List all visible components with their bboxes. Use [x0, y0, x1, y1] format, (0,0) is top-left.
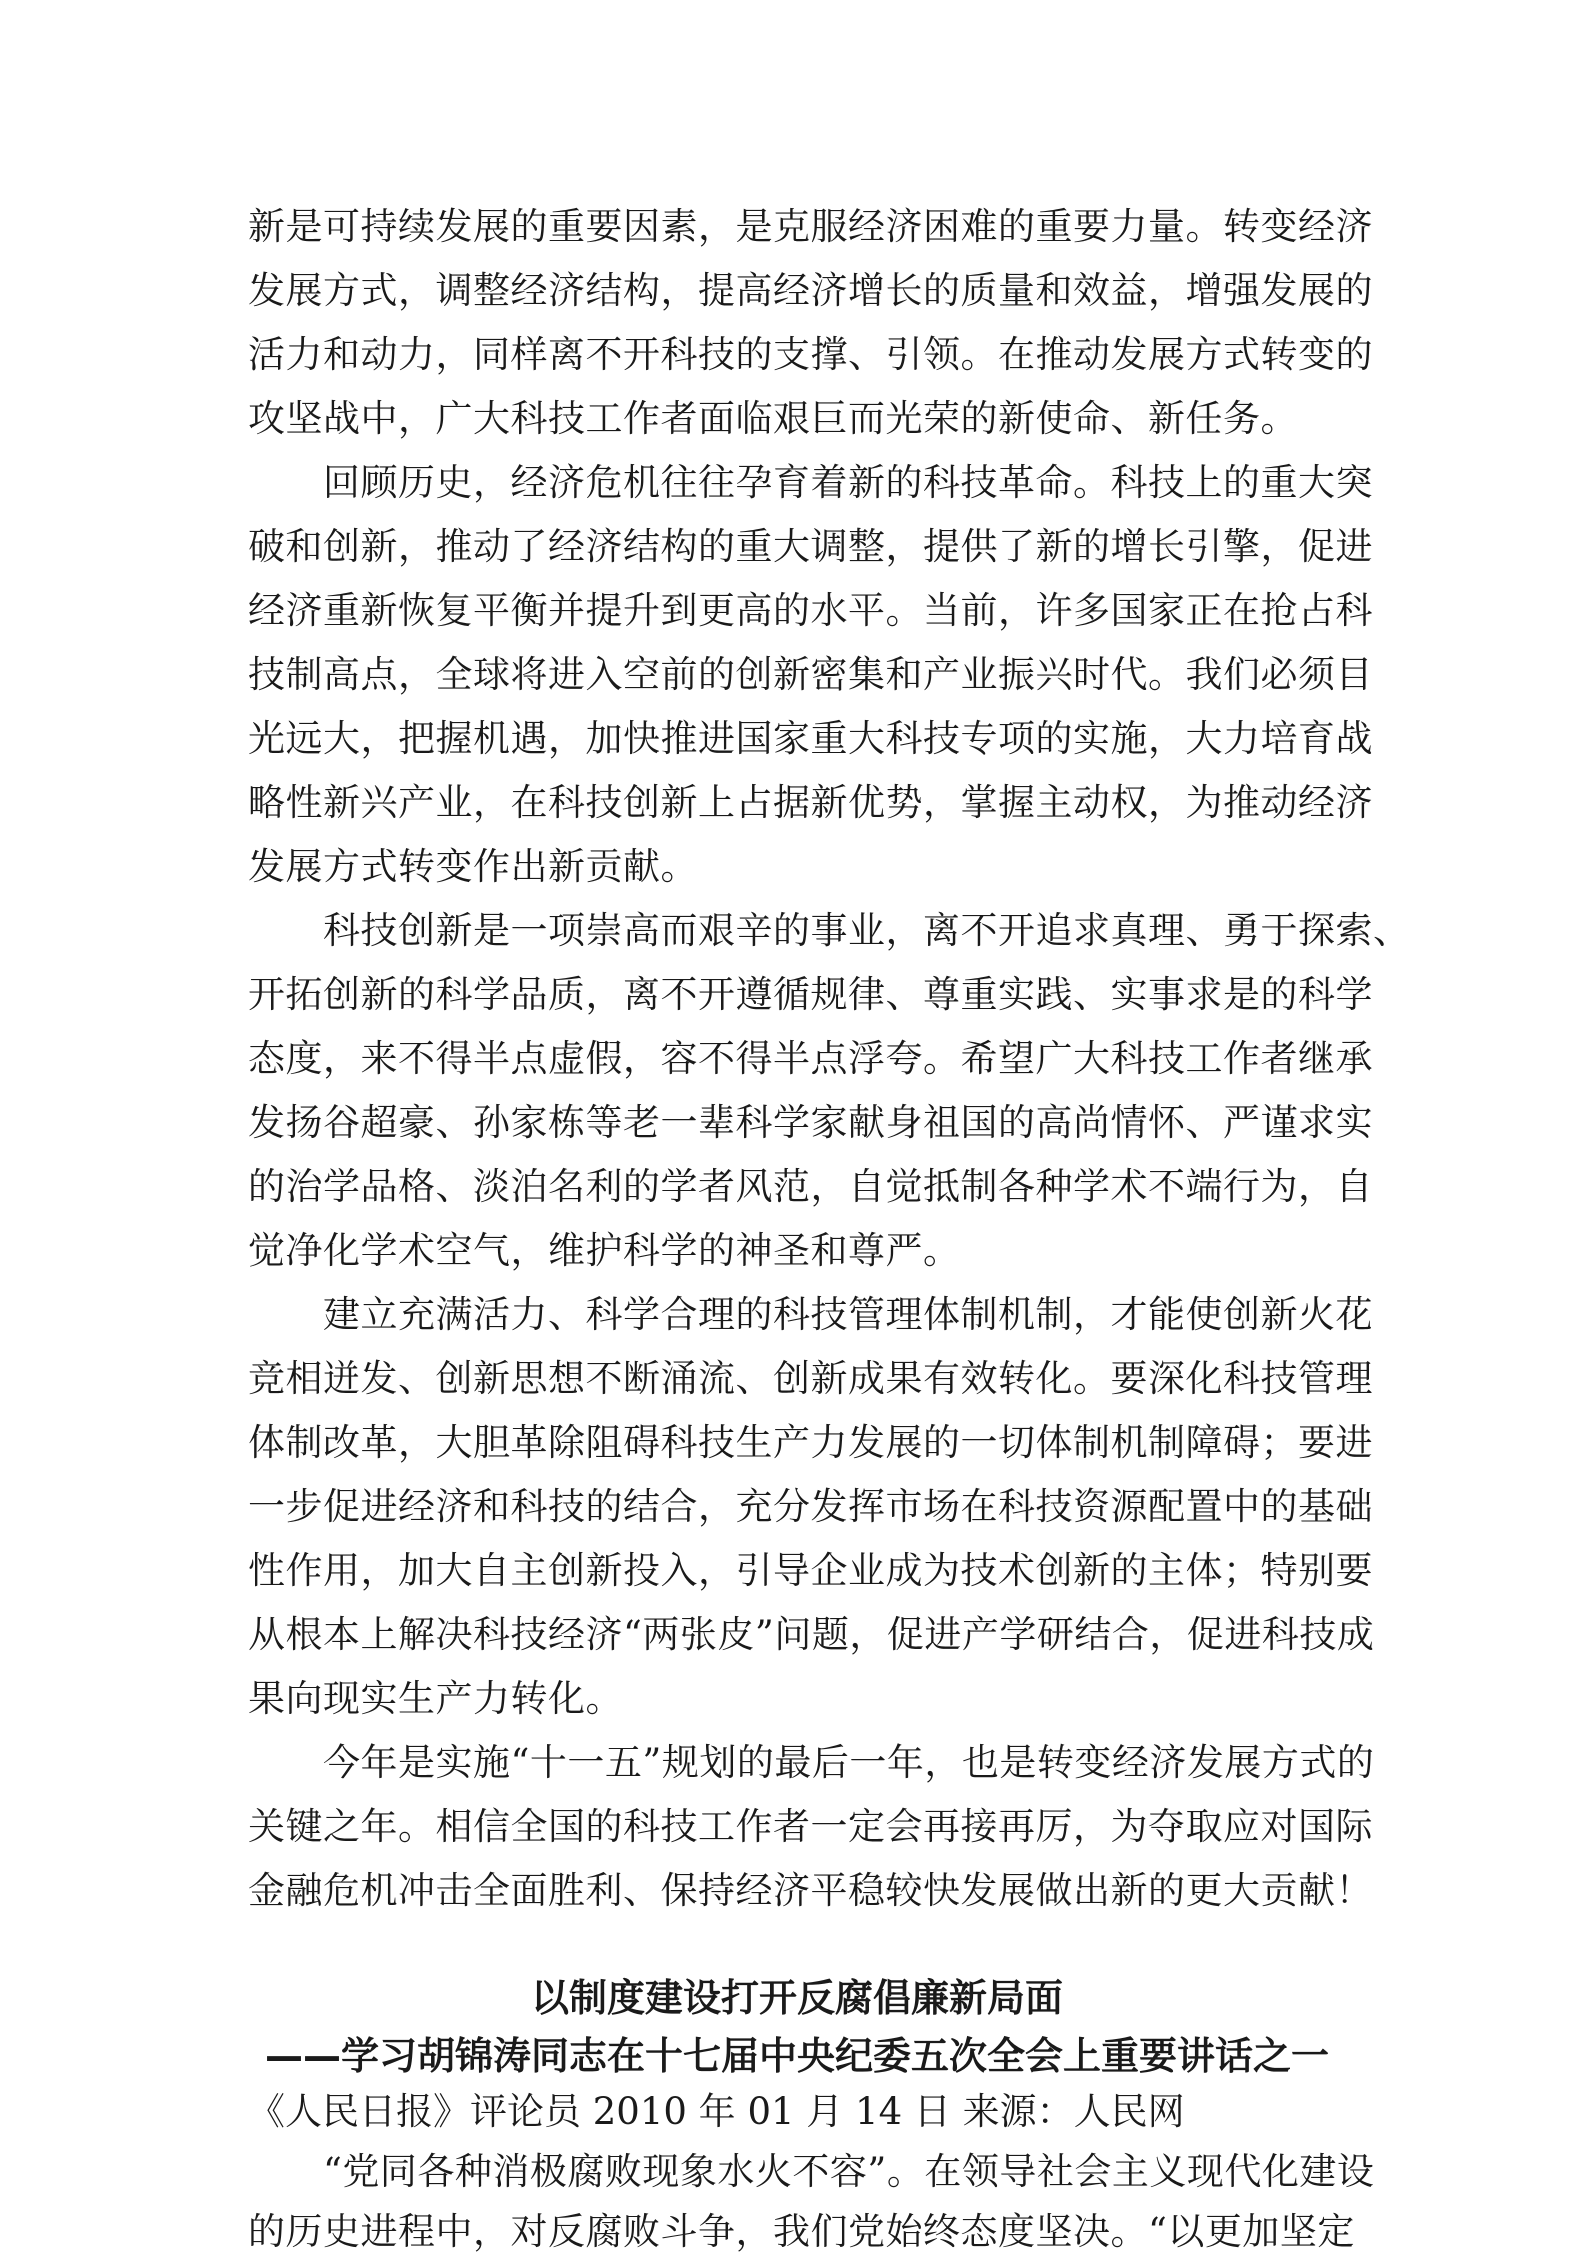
text-line: 新是可持续发展的重要因素，是克服经济困难的重要力量。转变经济 — [248, 205, 1373, 248]
text-line: 技制高点，全球将进入空前的创新密集和产业振兴时代。我们必须目 — [248, 653, 1373, 696]
article-byline: 《人民日报》评论员 2010 年 01 月 14 日 来源：人民网 — [248, 2090, 1185, 2133]
text-line: 觉净化学术空气，维护科学的神圣和尊严。 — [248, 1229, 961, 1272]
text-line: 的治学品格、淡泊名利的学者风范，自觉抵制各种学术不端行为，自 — [248, 1165, 1373, 1208]
text-line: 态度，来不得半点虚假，容不得半点浮夸。希望广大科技工作者继承 — [248, 1037, 1373, 1080]
text-line: “党同各种消极腐败现象水火不容”。在领导社会主义现代化建设 — [323, 2150, 1375, 2193]
text-line: 金融危机冲击全面胜利、保持经济平稳较快发展做出新的更大贡献！ — [248, 1869, 1373, 1912]
text-line: 经济重新恢复平衡并提升到更高的水平。当前，许多国家正在抢占科 — [248, 589, 1373, 632]
text-line: 攻坚战中，广大科技工作者面临艰巨而光荣的新使命、新任务。 — [248, 397, 1298, 440]
article-title: 以制度建设打开反腐倡廉新局面 — [530, 1976, 1063, 2020]
text-line: 从根本上解决科技经济“两张皮”问题，促进产学研结合，促进科技成 — [248, 1613, 1375, 1656]
text-line: 活力和动力，同样离不开科技的支撑、引领。在推动发展方式转变的 — [248, 333, 1373, 376]
text-line: 略性新兴产业，在科技创新上占据新优势，掌握主动权，为推动经济 — [248, 781, 1373, 824]
text-line: 果向现实生产力转化。 — [248, 1677, 623, 1720]
text-line: 开拓创新的科学品质，离不开遵循规律、尊重实践、实事求是的科学 — [248, 973, 1373, 1016]
article-subtitle: ——学习胡锦涛同志在十七届中央纪委五次全会上重要讲话之一 — [264, 2034, 1329, 2078]
text-line: 建立充满活力、科学合理的科技管理体制机制，才能使创新火花 — [323, 1293, 1373, 1336]
text-line: 体制改革，大胆革除阻碍科技生产力发展的一切体制机制障碍；要进 — [248, 1421, 1373, 1464]
text-line: 科技创新是一项崇高而艰辛的事业，离不开追求真理、勇于探索、 — [323, 909, 1411, 952]
text-line: 回顾历史，经济危机往往孕育着新的科技革命。科技上的重大突 — [323, 461, 1373, 504]
text-line: 发扬谷超豪、孙家栋等老一辈科学家献身祖国的高尚情怀、严谨求实 — [248, 1101, 1373, 1144]
text-line: 发展方式，调整经济结构，提高经济增长的质量和效益，增强发展的 — [248, 269, 1373, 312]
text-line: 竞相迸发、创新思想不断涌流、创新成果有效转化。要深化科技管理 — [248, 1357, 1373, 1400]
text-line: 一步促进经济和科技的结合，充分发挥市场在科技资源配置中的基础 — [248, 1485, 1373, 1528]
text-line: 性作用，加大自主创新投入，引导企业成为技术创新的主体；特别要 — [248, 1549, 1373, 1592]
text-line: 的历史进程中，对反腐败斗争，我们党始终态度坚决。“以更加坚定 — [248, 2210, 1355, 2253]
text-line: 关键之年。相信全国的科技工作者一定会再接再厉，为夺取应对国际 — [248, 1805, 1373, 1848]
text-line: 光远大，把握机遇，加快推进国家重大科技专项的实施，大力培育战 — [248, 717, 1373, 760]
text-line: 今年是实施“十一五”规划的最后一年，也是转变经济发展方式的 — [323, 1741, 1375, 1784]
text-line: 破和创新，推动了经济结构的重大调整，提供了新的增长引擎，促进 — [248, 525, 1373, 568]
text-line: 发展方式转变作出新贡献。 — [248, 845, 698, 888]
